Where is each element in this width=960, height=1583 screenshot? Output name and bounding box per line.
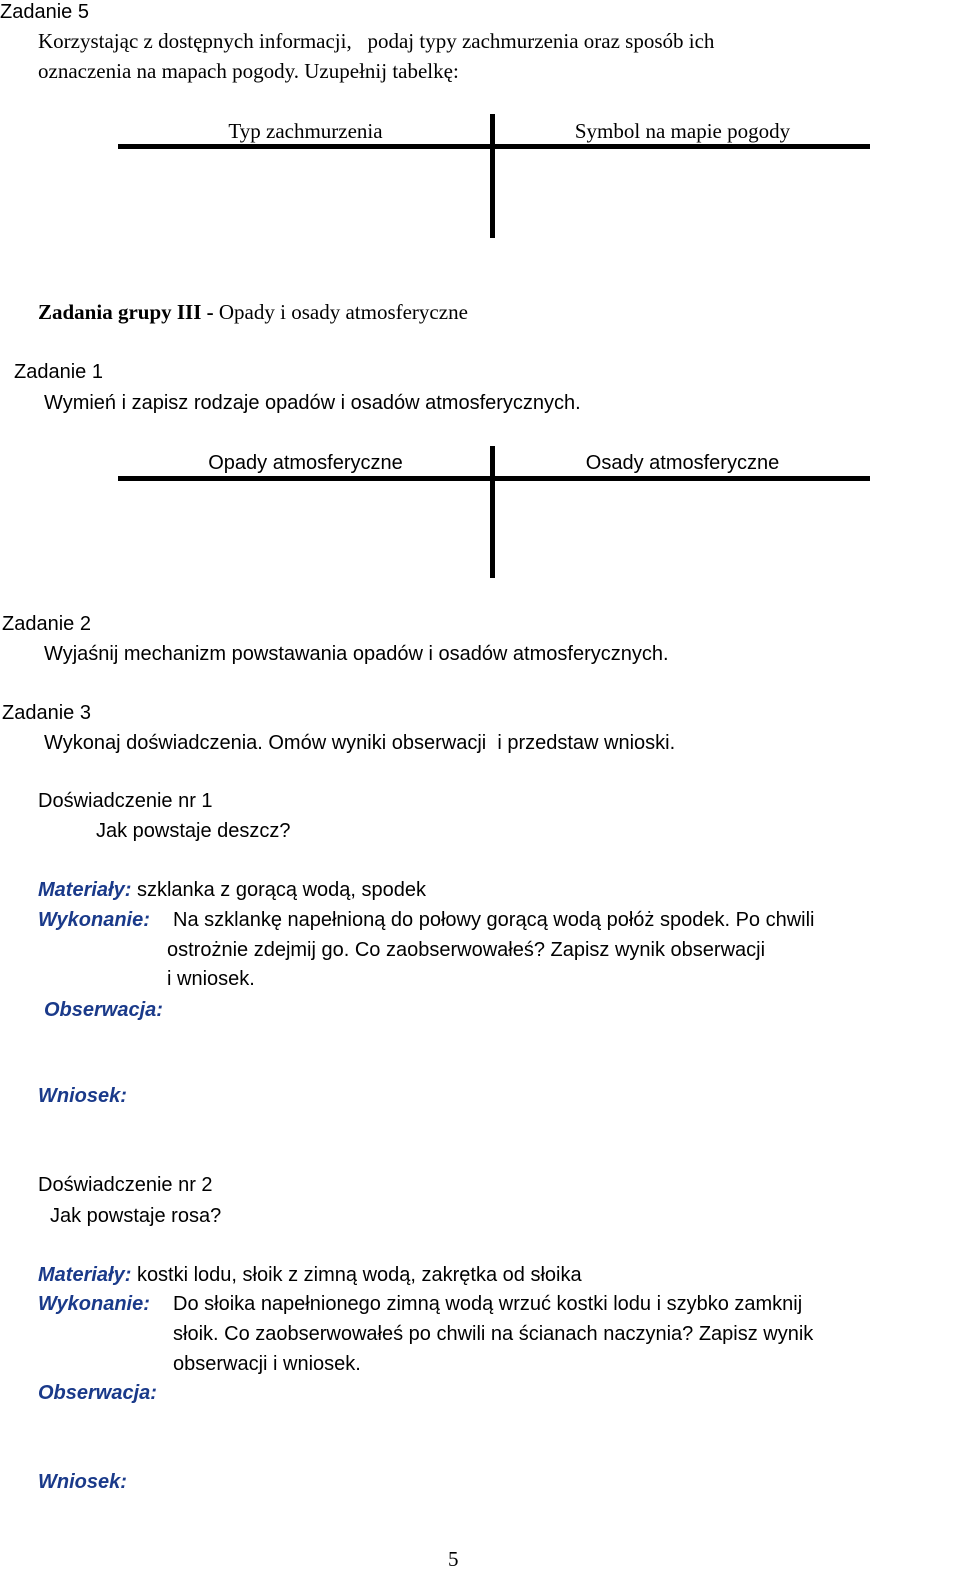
materials-label: Materiały: bbox=[38, 879, 132, 901]
experiment1-question: Jak powstaje deszcz? bbox=[96, 820, 291, 842]
group3-heading-rest: Opady i osady atmosferyczne bbox=[218, 300, 468, 324]
materials-text: szklanka z gorącą wodą, spodek bbox=[136, 879, 426, 901]
experiment2-execution-label: Wykonanie: bbox=[38, 1293, 150, 1315]
table-vertical-line bbox=[490, 446, 495, 578]
zadanie5-text-line1: Korzystając z dostępnych informacji, podaj typy zachmurzenia oraz sposób ich bbox=[38, 29, 715, 53]
zadanie5-title: Zadanie 5 bbox=[0, 1, 89, 23]
zadanie3-text: Wykonaj doświadczenia. Omów wyniki obserwacji i przedstaw wnioski. bbox=[44, 732, 676, 754]
experiment2-conclusion-label: Wniosek: bbox=[38, 1471, 127, 1493]
zadanie3-title: Zadanie 3 bbox=[2, 702, 91, 724]
table-header-deposits: Osady atmosferyczne bbox=[585, 452, 780, 474]
group3-heading bbox=[38, 300, 468, 324]
experiment1-execution-label: Wykonanie: bbox=[38, 909, 150, 931]
page-number: 5 bbox=[448, 1547, 459, 1571]
experiment2-materials bbox=[38, 1263, 582, 1287]
zadanie2-text: Wyjaśnij mechanizm powstawania opadów i osadów atmosferycznych. bbox=[44, 643, 669, 665]
table-header-precipitation: Opady atmosferyczne bbox=[208, 452, 403, 474]
experiment1-execution-line3: i wniosek. bbox=[167, 968, 255, 990]
zadanie1-text: Wymień i zapisz rodzaje opadów i osadów atmosferycznych. bbox=[44, 392, 581, 414]
materials-text: kostki lodu, słoik z zimną wodą, zakrętka od słoika bbox=[136, 1264, 582, 1286]
experiment1-execution-line2: ostrożnie zdejmij go. Co zaobserwowałeś? Zapisz wynik obserwacji bbox=[167, 939, 766, 961]
table-header-map-symbol: Symbol na mapie pogody bbox=[574, 119, 791, 143]
experiment2-observation-label: Obserwacja: bbox=[38, 1382, 157, 1404]
group3-heading-bold: Zadania grupy III - bbox=[38, 300, 219, 324]
experiment1-title: Doświadczenie nr 1 bbox=[38, 790, 213, 812]
zadanie1-title: Zadanie 1 bbox=[14, 361, 103, 383]
experiment2-execution-line2: słoik. Co zaobserwowałeś po chwili na ścianach naczynia? Zapisz wynik bbox=[173, 1323, 814, 1345]
experiment2-execution-line1: Do słoika napełnionego zimną wodą wrzuć kostki lodu i szybko zamknij bbox=[173, 1293, 803, 1315]
zadanie2-title: Zadanie 2 bbox=[2, 613, 91, 635]
experiment1-observation-label: Obserwacja: bbox=[44, 999, 163, 1021]
experiment2-question: Jak powstaje rosa? bbox=[50, 1205, 222, 1227]
experiment1-execution-line1: Na szklankę napełnioną do połowy gorącą wodą połóż spodek. Po chwili bbox=[173, 909, 815, 931]
experiment2-title: Doświadczenie nr 2 bbox=[38, 1174, 213, 1196]
table-vertical-line bbox=[490, 114, 495, 238]
experiment1-materials bbox=[38, 878, 426, 902]
materials-label: Materiały: bbox=[38, 1264, 132, 1286]
zadanie5-text-line2: oznaczenia na mapach pogody. Uzupełnij tabelkę: bbox=[38, 59, 459, 83]
experiment1-conclusion-label: Wniosek: bbox=[38, 1085, 127, 1107]
table-header-cloud-type: Typ zachmurzenia bbox=[228, 119, 383, 143]
experiment2-execution-line3: obserwacji i wniosek. bbox=[173, 1353, 361, 1375]
